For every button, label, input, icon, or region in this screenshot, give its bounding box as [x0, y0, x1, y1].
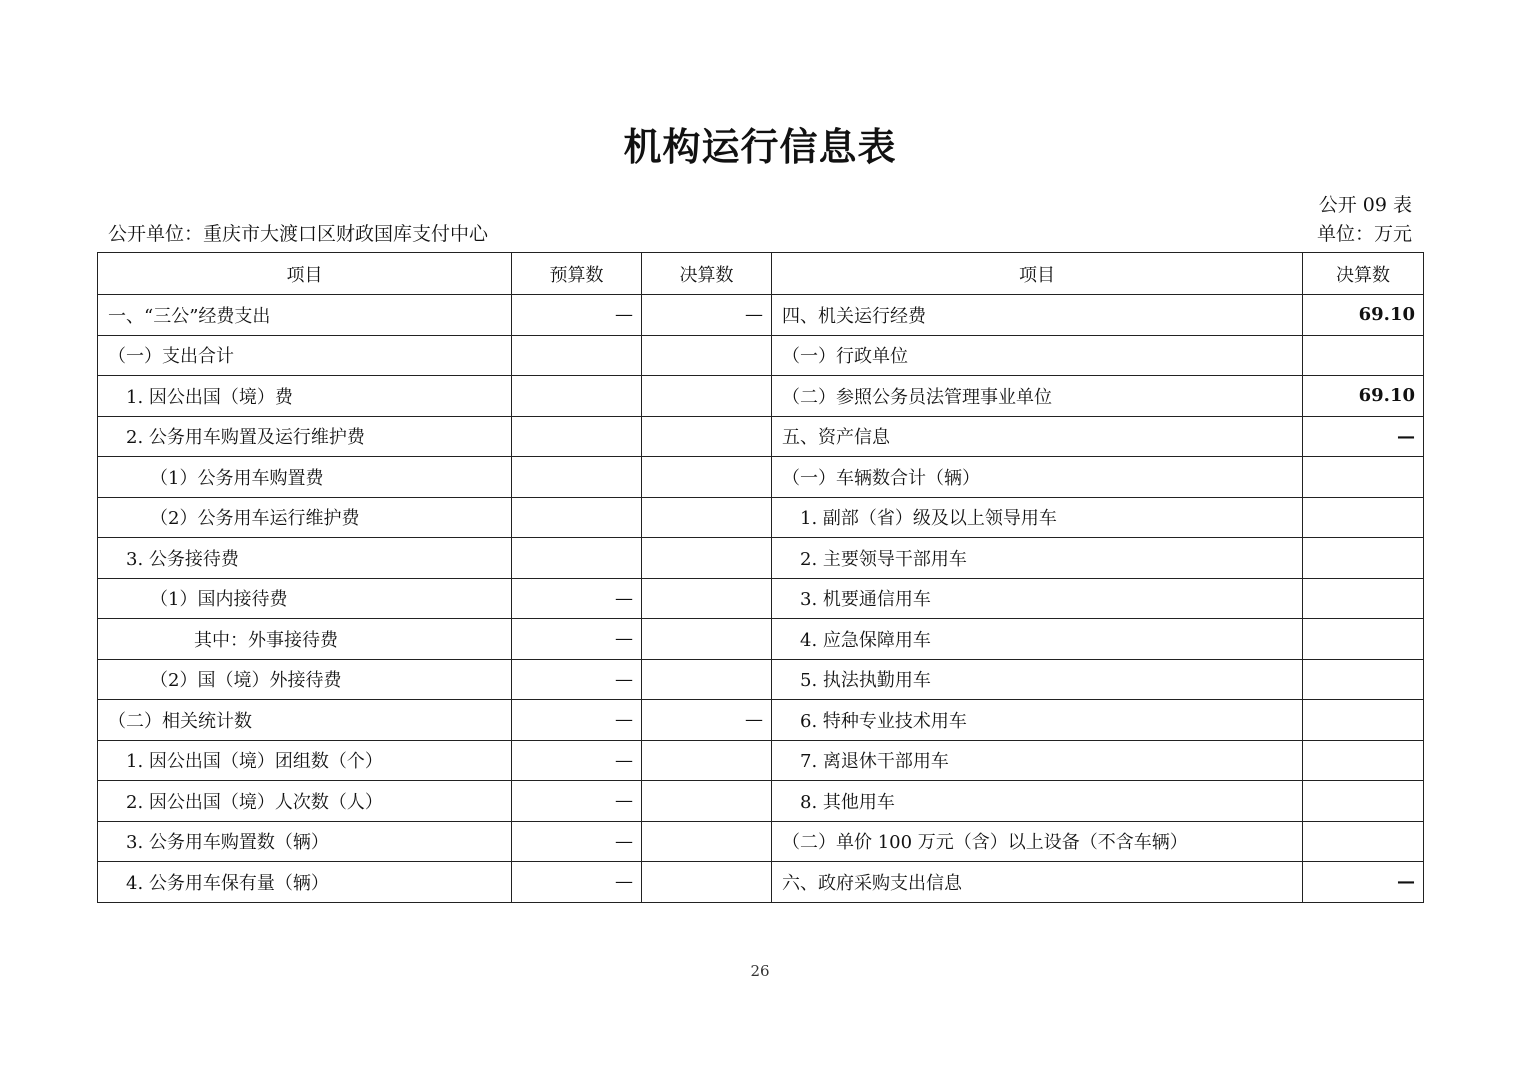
budget-value: —	[512, 700, 642, 741]
budget-value: —	[512, 821, 642, 862]
budget-value: —	[512, 619, 642, 660]
right-item: 四、机关运行经费	[772, 295, 1303, 336]
right-item: （一）行政单位	[772, 335, 1303, 376]
budget-value	[512, 335, 642, 376]
final-value-left	[642, 457, 772, 498]
final-value-right	[1303, 821, 1424, 862]
table-row	[98, 538, 1424, 579]
final-value-right	[1303, 781, 1424, 822]
left-item: 3. 公务接待费	[98, 538, 512, 579]
budget-value	[512, 457, 642, 498]
budget-value	[512, 416, 642, 457]
final-value-right: 69.10	[1303, 376, 1424, 417]
left-item: （1）公务用车购置费	[98, 457, 512, 498]
info-table-wrapper	[97, 252, 1423, 903]
table-row	[98, 497, 1424, 538]
final-value-right	[1303, 538, 1424, 579]
table-row	[98, 862, 1424, 903]
final-value-right	[1303, 740, 1424, 781]
header-budget: 预算数	[512, 253, 642, 295]
table-header-row	[98, 253, 1424, 295]
left-item: 4. 公务用车保有量（辆）	[98, 862, 512, 903]
final-value-right	[1303, 700, 1424, 741]
final-value-left	[642, 821, 772, 862]
table-row	[98, 335, 1424, 376]
final-value-right	[1303, 659, 1424, 700]
right-item: 2. 主要领导干部用车	[772, 538, 1303, 579]
final-value-left: —	[642, 295, 772, 336]
left-item: （二）相关统计数	[98, 700, 512, 741]
right-item: 1. 副部（省）级及以上领导用车	[772, 497, 1303, 538]
final-value-left	[642, 862, 772, 903]
final-value-left	[642, 781, 772, 822]
right-item: 五、资产信息	[772, 416, 1303, 457]
page-number: 26	[750, 962, 770, 980]
right-item: 8. 其他用车	[772, 781, 1303, 822]
final-value-right	[1303, 335, 1424, 376]
info-table	[97, 252, 1424, 903]
final-value-left	[642, 619, 772, 660]
left-item: 2. 公务用车购置及运行维护费	[98, 416, 512, 457]
table-row	[98, 700, 1424, 741]
final-value-right: —	[1303, 862, 1424, 903]
final-value-left: —	[642, 700, 772, 741]
final-value-left	[642, 497, 772, 538]
right-item: （二）单价 100 万元（含）以上设备（不含车辆）	[772, 821, 1303, 862]
left-item: 1. 因公出国（境）费	[98, 376, 512, 417]
final-value-left	[642, 376, 772, 417]
left-item: 2. 因公出国（境）人次数（人）	[98, 781, 512, 822]
final-value-left	[642, 335, 772, 376]
budget-value: —	[512, 862, 642, 903]
budget-value	[512, 376, 642, 417]
left-item: （1）国内接待费	[98, 578, 512, 619]
final-value-left	[642, 659, 772, 700]
budget-value: —	[512, 740, 642, 781]
table-row	[98, 821, 1424, 862]
left-item: （2）国（境）外接待费	[98, 659, 512, 700]
table-row	[98, 740, 1424, 781]
table-row	[98, 781, 1424, 822]
header-left-item: 项目	[98, 253, 512, 295]
final-value-right	[1303, 619, 1424, 660]
publishing-unit: 公开单位：重庆市大渡口区财政国库支付中心	[108, 223, 489, 245]
table-row	[98, 295, 1424, 336]
final-value-right	[1303, 457, 1424, 498]
table-row	[98, 619, 1424, 660]
left-item: 其中：外事接待费	[98, 619, 512, 660]
right-item: （一）车辆数合计（辆）	[772, 457, 1303, 498]
header-right-item: 项目	[772, 253, 1303, 295]
form-number: 公开 09 表	[1318, 194, 1412, 216]
table-row	[98, 578, 1424, 619]
final-value-left	[642, 740, 772, 781]
final-value-left	[642, 416, 772, 457]
left-item: 3. 公务用车购置数（辆）	[98, 821, 512, 862]
budget-value	[512, 538, 642, 579]
table-row	[98, 376, 1424, 417]
right-item: 六、政府采购支出信息	[772, 862, 1303, 903]
table-row	[98, 659, 1424, 700]
final-value-left	[642, 538, 772, 579]
budget-value: —	[512, 295, 642, 336]
table-row	[98, 457, 1424, 498]
page-title: 机构运行信息表	[623, 125, 897, 169]
final-value-right	[1303, 497, 1424, 538]
budget-value: —	[512, 659, 642, 700]
final-value-right	[1303, 578, 1424, 619]
left-item: 一、“三公”经费支出	[98, 295, 512, 336]
right-item: 5. 执法执勤用车	[772, 659, 1303, 700]
final-value-left	[642, 578, 772, 619]
table-row	[98, 416, 1424, 457]
budget-value	[512, 497, 642, 538]
right-item: 4. 应急保障用车	[772, 619, 1303, 660]
budget-value: —	[512, 781, 642, 822]
budget-value: —	[512, 578, 642, 619]
left-item: （2）公务用车运行维护费	[98, 497, 512, 538]
final-value-right: 69.10	[1303, 295, 1424, 336]
header-final-right: 决算数	[1303, 253, 1424, 295]
right-item: 6. 特种专业技术用车	[772, 700, 1303, 741]
right-item: 3. 机要通信用车	[772, 578, 1303, 619]
header-final-left: 决算数	[642, 253, 772, 295]
left-item: 1. 因公出国（境）团组数（个）	[98, 740, 512, 781]
right-item: 7. 离退休干部用车	[772, 740, 1303, 781]
unit-label: 单位：万元	[1316, 223, 1412, 245]
right-item: （二）参照公务员法管理事业单位	[772, 376, 1303, 417]
final-value-right: —	[1303, 416, 1424, 457]
left-item: （一）支出合计	[98, 335, 512, 376]
